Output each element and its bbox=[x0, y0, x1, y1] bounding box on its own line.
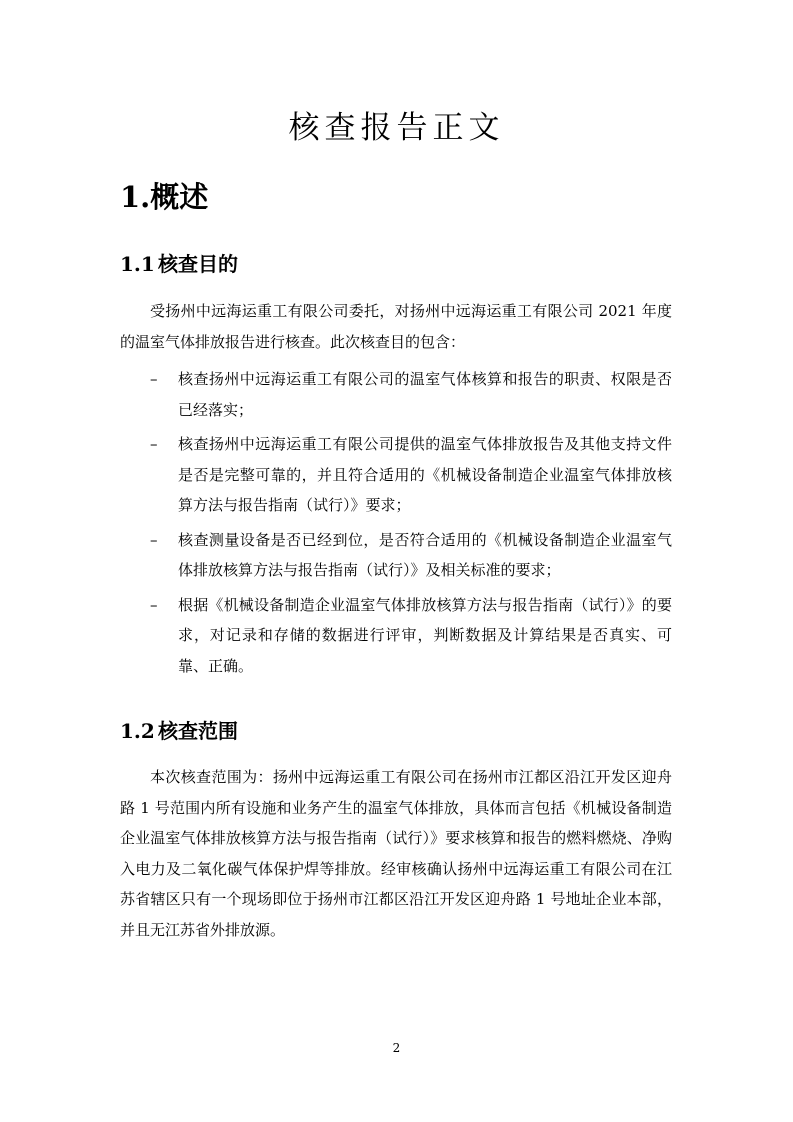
section-heading-scope bbox=[120, 717, 238, 745]
dash-icon: – bbox=[150, 435, 158, 453]
list-item-text: 根据《机械设备制造企业温室气体排放核算方法与报告指南（试行）》的要求，对记录和存储的数据进行评审，判断数据及计算结果是否真实、可靠、正确。 bbox=[178, 595, 672, 675]
page-title: 核查报告正文 bbox=[288, 110, 505, 146]
list-item bbox=[150, 525, 672, 586]
list-item-text: 核查扬州中远海运重工有限公司的温室气体核算和报告的职责、权限是否已经落实； bbox=[178, 370, 672, 419]
section-number: 1.1 bbox=[120, 252, 155, 276]
list-item bbox=[150, 364, 672, 425]
section-title: 核查目的 bbox=[158, 252, 238, 276]
list-item bbox=[150, 429, 672, 521]
purpose-bullet-list bbox=[150, 364, 672, 685]
purpose-intro-paragraph: 受扬州中远海运重工有限公司委托，对扬州中远海运重工有限公司 2021 年度的温室气体排放报告进行核查。此次核查目的包含： bbox=[120, 302, 672, 351]
list-item-text: 核查测量设备是否已经到位，是否符合适用的《机械设备制造企业温室气体排放核算方法与报告指南（试行）》及相关标准的要求； bbox=[178, 530, 672, 579]
scope-paragraph: 本次核查范围为：扬州中远海运重工有限公司在扬州市江都区沿江开发区迎舟路 1 号范围内所有设施和业务产生的温室气体排放，具体而言包括《机械设备制造企业温室气体排放核算方法与报告指南（试行）》要求核算和报告的燃料燃烧、净购入电力及二氧化碳气体保护焊等排放。经审核确认扬州中远海运重工有限公司在江苏省辖区只有一个现场即位于扬州市江都区沿江开发区迎舟路 1 号地址企业本部，并且无江苏省外排放源。 bbox=[120, 768, 672, 939]
section-heading-purpose bbox=[120, 250, 238, 278]
list-item bbox=[150, 590, 672, 682]
list-item-text: 核查扬州中远海运重工有限公司提供的温室气体排放报告及其他支持文件是否是完整可靠的，并且符合适用的《机械设备制造企业温室气体排放核算方法与报告指南（试行）》要求； bbox=[178, 435, 672, 514]
dash-icon: – bbox=[150, 595, 158, 614]
section-number: 1.2 bbox=[120, 719, 155, 743]
section-heading-overview: 1.概述 bbox=[120, 180, 209, 214]
dash-icon: – bbox=[150, 530, 158, 549]
page-number: 2 bbox=[392, 1041, 401, 1055]
dash-icon: – bbox=[150, 370, 158, 388]
section-title: 核查范围 bbox=[158, 719, 238, 743]
